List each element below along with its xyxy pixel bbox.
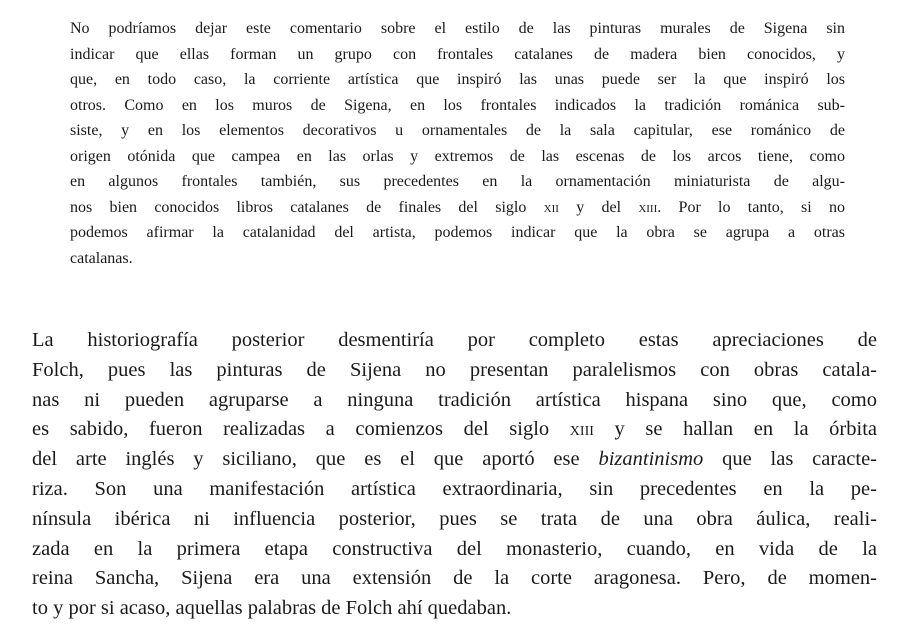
body-line: to y por si acaso, aquellas palabras de Folch ahí quedaban. bbox=[32, 597, 512, 620]
roman-numeral: xiii bbox=[569, 418, 594, 441]
italic-term: bizantinismo bbox=[598, 448, 704, 471]
quote-line: catalanas. bbox=[70, 249, 133, 267]
body-line: riza. Son una manifestación artística extraordinaria, sin precedentes en la pe- bbox=[32, 477, 877, 500]
roman-numeral: xiii bbox=[638, 198, 658, 216]
quote-line: origen otónida que campea en las orlas y extremos de las escenas de los arcos tiene, como bbox=[70, 147, 845, 165]
quote-line: siste, y en los elementos decorativos u ornamentales de la sala capitular, ese románico de bbox=[70, 122, 845, 139]
quote-line: podemos afirmar la catalanidad del artista, podemos indicar que la obra se agrupa a otras bbox=[70, 224, 845, 241]
body-line: Folch, pues las pinturas de Sijena no presentan paralelismos con obras catala- bbox=[32, 358, 877, 381]
quote-line: nos bien conocidos libros catalanes de finales del siglo xii y del xiii. Por lo tanto, si no bbox=[70, 198, 845, 216]
quote-line: indicar que ellas forman un grupo con frontales catalanes de madera bien conocidos, y bbox=[70, 45, 845, 63]
body-line: del arte inglés y siciliano, que es el que aportó ese bizantinismo que las caracte- bbox=[32, 448, 877, 471]
body-line: reina Sancha, Sijena era una extensión de la corte aragonesa. Pero, de momen- bbox=[32, 567, 877, 590]
body-line: nas ni pueden agruparse a ninguna tradición artística hispana sino que, como bbox=[32, 388, 877, 411]
body-line: es sabido, fueron realizadas a comienzos del siglo xiii y se hallan en la órbita bbox=[32, 418, 877, 441]
quote-line: No podríamos dejar este comentario sobre el estilo de las pinturas murales de Sigena sin bbox=[70, 20, 845, 37]
quote-line: en algunos frontales también, sus precedentes en la ornamentación miniaturista de algu- bbox=[70, 173, 845, 190]
body-line: nínsula ibérica ni influencia posterior, pues se trata de una obra áulica, reali- bbox=[32, 507, 877, 530]
body-paragraph bbox=[32, 326, 877, 624]
body-line: La historiografía posterior desmentiría por completo estas apreciaciones de bbox=[32, 329, 877, 351]
quote-line: otros. Como en los muros de Sigena, en los frontales indicados la tradición románica sub- bbox=[70, 96, 845, 114]
block-quote bbox=[70, 16, 845, 271]
body-line: zada en la primera etapa constructiva del monasterio, cuando, en vida de la bbox=[32, 537, 877, 560]
roman-numeral: xii bbox=[543, 198, 559, 216]
quote-line: que, en todo caso, la corriente artística que inspiró las unas puede ser la que inspiró los bbox=[70, 71, 845, 88]
